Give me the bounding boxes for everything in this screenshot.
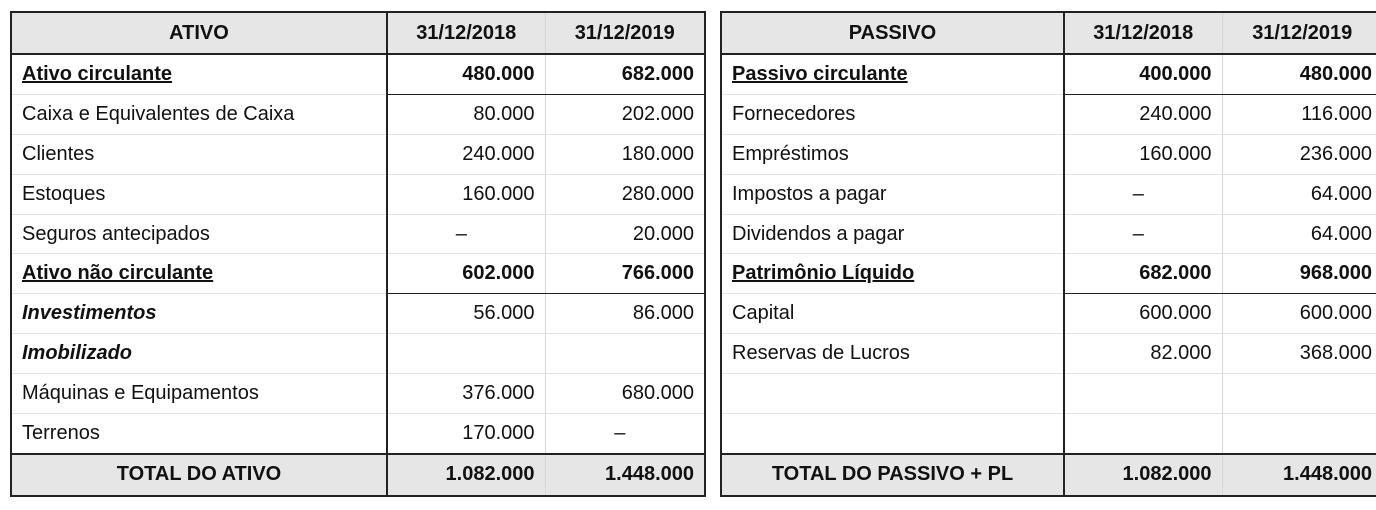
table-row [721, 174, 1376, 214]
value-v2019: 64.000 [1222, 174, 1376, 214]
row-label: Ativo circulante [11, 54, 387, 94]
table-row [721, 334, 1376, 374]
passivo-header-cell: 31/12/2018 [1064, 12, 1222, 54]
table-row [11, 374, 705, 414]
value-v2019 [1222, 374, 1376, 414]
row-label: Clientes [11, 134, 387, 174]
value-v2018: 170.000 [387, 414, 545, 454]
value-v2019: 680.000 [545, 374, 705, 414]
value-v2019 [545, 334, 705, 374]
ativo-table-body [11, 12, 705, 496]
value-v2018 [1064, 374, 1222, 414]
value-v2018: 82.000 [1064, 334, 1222, 374]
row-label: Terrenos [11, 414, 387, 454]
table-row [11, 134, 705, 174]
value-v2019 [1222, 414, 1376, 454]
passivo-header-row [721, 12, 1376, 54]
value-v2019: 968.000 [1222, 254, 1376, 294]
value-v2018: 240.000 [1064, 94, 1222, 134]
value-v2018: 240.000 [387, 134, 545, 174]
passivo-total-row [721, 454, 1376, 496]
table-row [721, 374, 1376, 414]
value-v2018: – [1064, 214, 1222, 254]
table-row [11, 334, 705, 374]
value-v2018: 376.000 [387, 374, 545, 414]
table-row [11, 294, 705, 334]
row-label: Impostos a pagar [721, 174, 1064, 214]
value-v2019: 116.000 [1222, 94, 1376, 134]
value-v2018: 480.000 [387, 54, 545, 94]
row-label: Ativo não circulante [11, 254, 387, 294]
value-v2018: 602.000 [387, 254, 545, 294]
value-v2019: 236.000 [1222, 134, 1376, 174]
value-v2018: – [1064, 174, 1222, 214]
passivo-header-cell: PASSIVO [721, 12, 1064, 54]
value-v2019: 20.000 [545, 214, 705, 254]
ativo-total-row [11, 454, 705, 496]
total-v2019: 1.448.000 [545, 454, 705, 496]
value-v2019: 64.000 [1222, 214, 1376, 254]
table-row [11, 174, 705, 214]
table-row [11, 54, 705, 94]
table-row [721, 134, 1376, 174]
value-v2018: 160.000 [387, 174, 545, 214]
ativo-header-cell: ATIVO [11, 12, 387, 54]
value-v2019: 280.000 [545, 174, 705, 214]
table-row [11, 254, 705, 294]
value-v2019: 600.000 [1222, 294, 1376, 334]
row-label [721, 374, 1064, 414]
table-row [721, 414, 1376, 454]
total-label: TOTAL DO ATIVO [11, 454, 387, 496]
value-v2018: – [387, 214, 545, 254]
total-label: TOTAL DO PASSIVO + PL [721, 454, 1064, 496]
row-label: Caixa e Equivalentes de Caixa [11, 94, 387, 134]
value-v2018: 80.000 [387, 94, 545, 134]
row-label: Fornecedores [721, 94, 1064, 134]
row-label: Estoques [11, 174, 387, 214]
table-gap [706, 11, 720, 497]
passivo-header-cell: 31/12/2019 [1222, 12, 1376, 54]
row-label: Capital [721, 294, 1064, 334]
ativo-table [10, 11, 706, 497]
total-v2019: 1.448.000 [1222, 454, 1376, 496]
value-v2019: – [545, 414, 705, 454]
total-v2018: 1.082.000 [387, 454, 545, 496]
value-v2019: 180.000 [545, 134, 705, 174]
passivo-table-body [721, 12, 1376, 496]
ativo-header-row [11, 12, 705, 54]
table-row [721, 214, 1376, 254]
table-row [721, 54, 1376, 94]
value-v2018 [387, 334, 545, 374]
value-v2018: 160.000 [1064, 134, 1222, 174]
row-label: Passivo circulante [721, 54, 1064, 94]
value-v2019: 480.000 [1222, 54, 1376, 94]
value-v2018: 600.000 [1064, 294, 1222, 334]
row-label: Máquinas e Equipamentos [11, 374, 387, 414]
table-row [721, 254, 1376, 294]
value-v2019: 86.000 [545, 294, 705, 334]
row-label: Investimentos [11, 294, 387, 334]
ativo-header-cell: 31/12/2018 [387, 12, 545, 54]
row-label: Dividendos a pagar [721, 214, 1064, 254]
table-row [11, 414, 705, 454]
value-v2019: 766.000 [545, 254, 705, 294]
ativo-header-cell: 31/12/2019 [545, 12, 705, 54]
total-v2018: 1.082.000 [1064, 454, 1222, 496]
value-v2019: 682.000 [545, 54, 705, 94]
table-row [11, 94, 705, 134]
value-v2019: 368.000 [1222, 334, 1376, 374]
row-label: Seguros antecipados [11, 214, 387, 254]
table-row [721, 94, 1376, 134]
balance-sheet [10, 11, 1376, 497]
row-label [721, 414, 1064, 454]
value-v2018 [1064, 414, 1222, 454]
row-label: Empréstimos [721, 134, 1064, 174]
row-label: Reservas de Lucros [721, 334, 1064, 374]
passivo-table [720, 11, 1376, 497]
value-v2018: 400.000 [1064, 54, 1222, 94]
table-row [721, 294, 1376, 334]
row-label: Patrimônio Líquido [721, 254, 1064, 294]
table-row [11, 214, 705, 254]
value-v2019: 202.000 [545, 94, 705, 134]
value-v2018: 56.000 [387, 294, 545, 334]
value-v2018: 682.000 [1064, 254, 1222, 294]
row-label: Imobilizado [11, 334, 387, 374]
